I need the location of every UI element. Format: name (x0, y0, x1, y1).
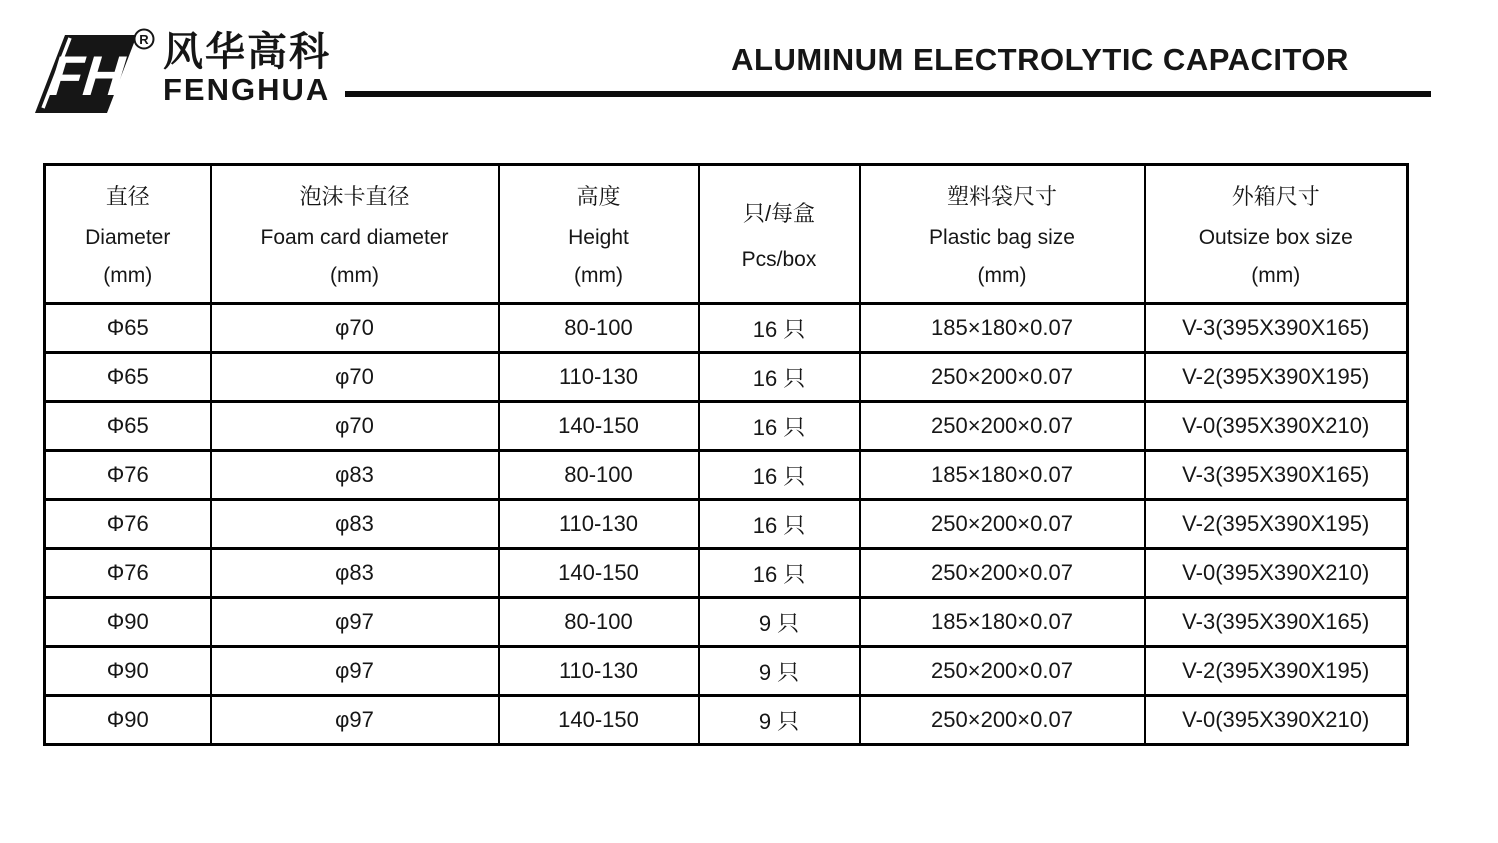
cell-plastic-bag-size: 185×180×0.07 (860, 598, 1145, 647)
cell-foam-card-diameter: φ83 (211, 451, 499, 500)
table-row (45, 549, 1408, 598)
cell-foam-card-diameter: φ83 (211, 500, 499, 549)
cell-outsize-box-size: V-0(395X390X210) (1145, 549, 1408, 598)
cell-diameter: Φ65 (45, 304, 211, 353)
col-header-cn: 泡沫卡直径 (299, 184, 410, 209)
cell-pcs-per-box: 16 只 (699, 304, 860, 353)
col-header-diameter (45, 165, 211, 304)
col-header-cn: 只/每盒 (742, 200, 816, 226)
cell-diameter: Φ65 (45, 353, 211, 402)
col-header-en: Pcs/box (741, 247, 817, 271)
page-title: ALUMINUM ELECTROLYTIC CAPACITOR (731, 42, 1349, 77)
cell-diameter: Φ65 (45, 402, 211, 451)
cell-pcs-per-box: 9 只 (699, 647, 860, 696)
col-header-en: Foam card diameter (260, 225, 449, 249)
col-header-unit: (mm) (1251, 264, 1301, 287)
cell-diameter: Φ76 (45, 549, 211, 598)
cell-plastic-bag-size: 250×200×0.07 (860, 402, 1145, 451)
cell-outsize-box-size: V-2(395X390X195) (1145, 500, 1408, 549)
cell-diameter: Φ90 (45, 647, 211, 696)
cell-plastic-bag-size: 250×200×0.07 (860, 549, 1145, 598)
cell-outsize-box-size: V-3(395X390X165) (1145, 304, 1408, 353)
col-header-cn: 塑料袋尺寸 (946, 184, 1057, 209)
col-header-plastic-bag-size (860, 165, 1145, 304)
registered-trademark-icon (135, 30, 154, 49)
col-header-en: Plastic bag size (929, 225, 1075, 249)
cell-plastic-bag-size: 185×180×0.07 (860, 451, 1145, 500)
table-row (45, 353, 1408, 402)
cell-height: 80-100 (499, 304, 699, 353)
cell-plastic-bag-size: 185×180×0.07 (860, 304, 1145, 353)
col-header-pcs-per-box (699, 165, 860, 304)
col-header-cn: 高度 (576, 184, 621, 209)
col-header-cn: 直径 (105, 184, 150, 209)
svg-text:FH: FH (46, 44, 128, 107)
cell-height: 110-130 (499, 500, 699, 549)
cell-pcs-per-box: 9 只 (699, 598, 860, 647)
cell-outsize-box-size: V-2(395X390X195) (1145, 353, 1408, 402)
table-row (45, 451, 1408, 500)
cell-height: 110-130 (499, 647, 699, 696)
cell-foam-card-diameter: φ97 (211, 598, 499, 647)
svg-text:R: R (139, 32, 149, 47)
table-header-row (45, 165, 1408, 304)
packing-spec-table (43, 163, 1409, 746)
col-header-en: Diameter (85, 225, 171, 249)
cell-outsize-box-size: V-2(395X390X195) (1145, 647, 1408, 696)
table-row (45, 696, 1408, 745)
fenghua-logo-icon (25, 25, 155, 120)
col-header-unit: (mm) (977, 264, 1027, 287)
cell-outsize-box-size: V-3(395X390X165) (1145, 598, 1408, 647)
cell-plastic-bag-size: 250×200×0.07 (860, 353, 1145, 402)
brand-name-cn: 风华高科 (163, 30, 331, 74)
brand-name-en: FENGHUA (163, 72, 331, 107)
cell-height: 110-130 (499, 353, 699, 402)
cell-plastic-bag-size: 250×200×0.07 (860, 696, 1145, 745)
cell-diameter: Φ76 (45, 500, 211, 549)
cell-foam-card-diameter: φ70 (211, 304, 499, 353)
cell-diameter: Φ90 (45, 598, 211, 647)
col-header-unit: (mm) (574, 264, 623, 287)
col-header-en: Outsize box size (1198, 225, 1353, 249)
table-row (45, 304, 1408, 353)
cell-height: 80-100 (499, 598, 699, 647)
table-row (45, 598, 1408, 647)
cell-pcs-per-box: 16 只 (699, 402, 860, 451)
cell-foam-card-diameter: φ97 (211, 647, 499, 696)
cell-height: 140-150 (499, 696, 699, 745)
cell-height: 80-100 (499, 451, 699, 500)
table-row (45, 647, 1408, 696)
cell-outsize-box-size: V-0(395X390X210) (1145, 696, 1408, 745)
cell-diameter: Φ76 (45, 451, 211, 500)
col-header-unit: (mm) (330, 264, 379, 287)
cell-pcs-per-box: 16 只 (699, 549, 860, 598)
col-header-cn: 外箱尺寸 (1231, 184, 1320, 209)
col-header-foam-card-diameter (211, 165, 499, 304)
cell-diameter: Φ90 (45, 696, 211, 745)
cell-foam-card-diameter: φ83 (211, 549, 499, 598)
cell-height: 140-150 (499, 402, 699, 451)
cell-height: 140-150 (499, 549, 699, 598)
header-divider-rule (345, 91, 1431, 97)
cell-pcs-per-box: 16 只 (699, 353, 860, 402)
brand-text (163, 30, 331, 105)
col-header-en: Height (568, 225, 629, 249)
cell-pcs-per-box: 16 只 (699, 500, 860, 549)
table-row (45, 402, 1408, 451)
cell-pcs-per-box: 9 只 (699, 696, 860, 745)
col-header-unit: (mm) (103, 264, 153, 287)
cell-pcs-per-box: 16 只 (699, 451, 860, 500)
col-header-height (499, 165, 699, 304)
cell-foam-card-diameter: φ97 (211, 696, 499, 745)
cell-plastic-bag-size: 250×200×0.07 (860, 500, 1145, 549)
col-header-outsize-box-size (1145, 165, 1408, 304)
cell-foam-card-diameter: φ70 (211, 353, 499, 402)
table-row (45, 500, 1408, 549)
cell-outsize-box-size: V-3(395X390X165) (1145, 451, 1408, 500)
cell-foam-card-diameter: φ70 (211, 402, 499, 451)
cell-plastic-bag-size: 250×200×0.07 (860, 647, 1145, 696)
cell-outsize-box-size: V-0(395X390X210) (1145, 402, 1408, 451)
